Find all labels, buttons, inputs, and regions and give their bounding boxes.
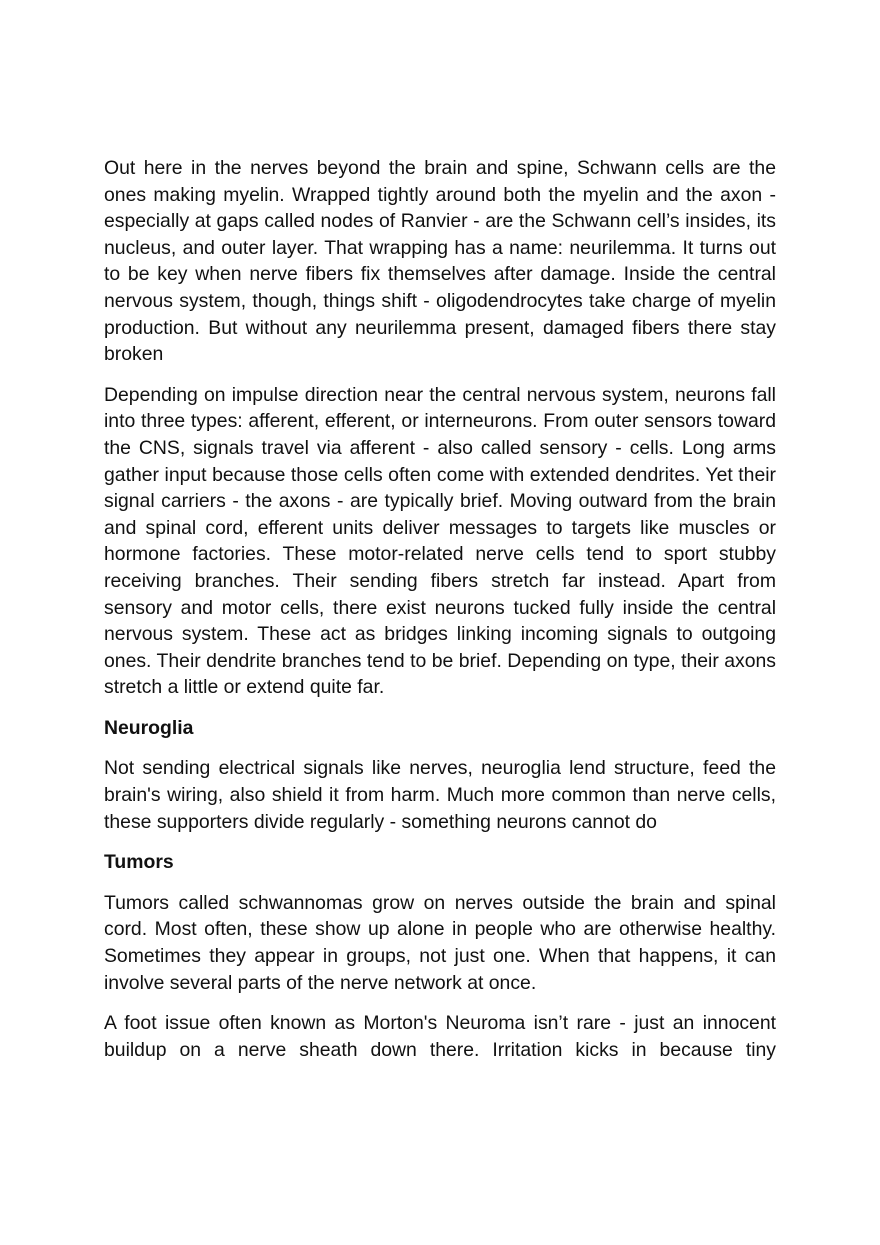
heading-tumors: Tumors [104, 851, 174, 874]
document-page [104, 155, 776, 1077]
paragraph-schwann-cells: Out here in the nerves beyond the brain and spine, Schwann cells are the ones making myelin. Wrapped tightly around both the myelin and the axon - especially at gaps called nodes of Ranvier - are the Schwann cell’s insides, its nucleus, and outer layer. That wrapping has a name: neurilemma. It turns out to be key when nerve fibers fix themselves after damage. Inside the central nervous system, though, things shift - oligodendrocytes take charge of myelin production. But without any neurilemma present, damaged fibers there stay broken [104, 157, 776, 366]
paragraph-schwannomas: Tumors called schwannomas grow on nerves outside the brain and spinal cord. Most often, these show up alone in people who are otherwise healthy. Sometimes they appear in groups, not just one. When that happens, it can involve several parts of the nerve network at once. [104, 891, 776, 994]
paragraph-mortons-neuroma: A foot issue often known as Morton's Neuroma isn’t rare - just an innocent buildup on a nerve sheath down there. Irritation kicks in because tiny [104, 1012, 776, 1061]
heading-neuroglia: Neuroglia [104, 716, 194, 739]
paragraph-neuron-types: Depending on impulse direction near the central nervous system, neurons fall into three types: afferent, efferent, or interneurons. From outer sensors toward the CNS, signals travel via afferent - also called sensory - cells. Long arms gather input because those cells often come with extended dendrites. Yet their signal carriers - the axons - are typically brief. Moving outward from the brain and spinal cord, efferent units deliver messages to targets like muscles or hormone factories. These motor-related nerve cells tend to sport stubby receiving branches. Their sending fibers stretch far instead. Apart from sensory and motor cells, there exist neurons tucked fully inside the central nervous system. These act as bridges linking incoming signals to outgoing ones. Their dendrite branches tend to be brief. Depending on type, their axons stretch a little or extend quite far. [104, 383, 776, 699]
paragraph-neuroglia: Not sending electrical signals like nerves, neuroglia lend structure, feed the brain's wiring, also shield it from harm. Much more common than nerve cells, these supporters divide regularly - something neurons cannot do [104, 757, 776, 833]
